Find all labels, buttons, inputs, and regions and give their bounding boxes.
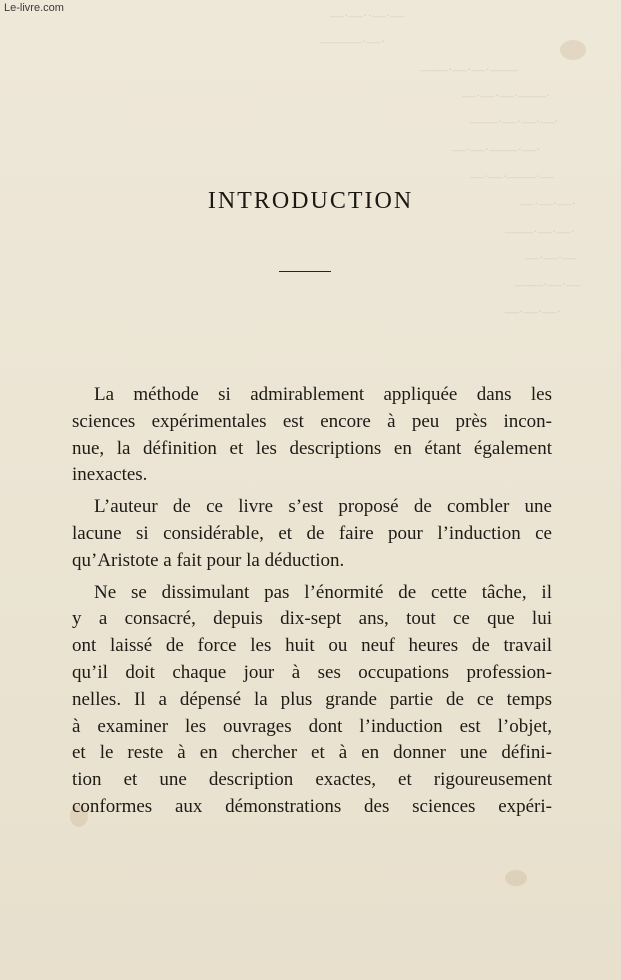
paper-stain	[505, 870, 527, 886]
text-line: et le reste à en chercher et à en donner une défini-	[72, 742, 552, 764]
paragraph-2	[72, 494, 552, 574]
text-line: nelles. Il a dépensé la plus grande partie de ce temps	[72, 688, 552, 710]
watermark: Le-livre.com	[4, 2, 64, 14]
text-line: y a consacré, depuis dix-sept ans, tout ce que lui	[72, 608, 552, 630]
paper-stain	[560, 40, 586, 60]
text-line: à examiner les ouvrages dont l’induction est l’objet,	[72, 715, 552, 737]
text-line: tion et une description exactes, et rigoureusement	[72, 769, 552, 791]
text-line: conformes aux démonstrations des sciences expéri-	[72, 795, 552, 817]
text-line: Ne se dissimulant pas l’énormité de cette tâche, il	[94, 581, 552, 603]
text-line: L’auteur de ce livre s’est proposé de combler une	[94, 496, 552, 518]
paragraph-3	[72, 580, 552, 821]
text-line: ont laissé de force les huit ou neuf heures de travail	[72, 635, 552, 657]
text-line: qu’il doit chaque jour à ses occupations profession-	[72, 661, 552, 683]
text-line: sciences expérimentales est encore à peu près incon-	[72, 410, 552, 432]
body-text	[72, 382, 552, 821]
text-line: inexactes.	[72, 464, 148, 486]
text-line: lacune si considérable, et de faire pour l’induction ce	[72, 522, 552, 544]
paragraph-1	[72, 382, 552, 489]
title-rule	[279, 271, 331, 272]
text-line: nue, la définition et les descriptions en étant également	[72, 437, 552, 459]
text-line: La méthode si admirablement appliquée dans les	[94, 384, 552, 405]
text-line: qu’Aristote a fait pour la déduction.	[72, 549, 345, 571]
chapter-title: INTRODUCTION	[207, 188, 414, 215]
show-through-text: —·—··—·— ———·—· ——·—·—·—— —·—·—·——· ——·—·—·—· —·—·——·—· —·—·——·— —·—·—· ——·—·—· —·—·— ——·—·— —·—·—·	[320, 9, 581, 320]
